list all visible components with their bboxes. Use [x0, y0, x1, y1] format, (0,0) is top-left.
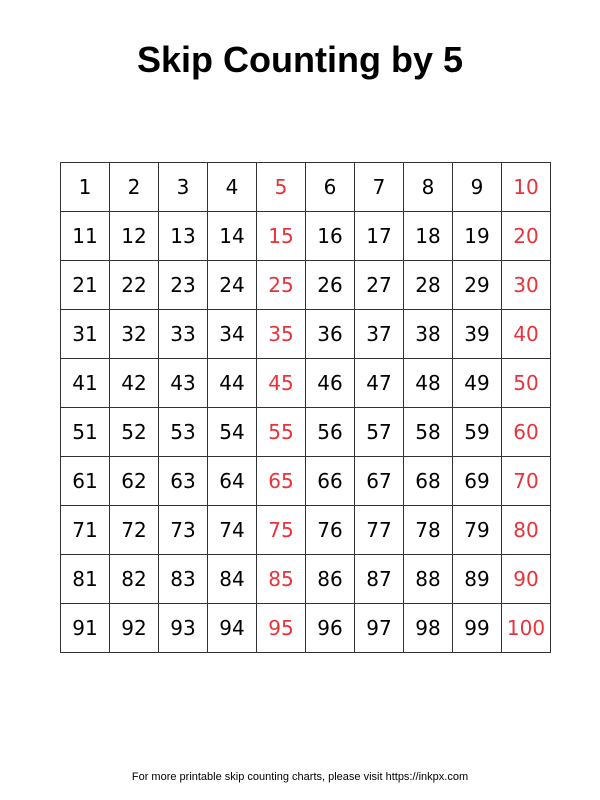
number-cell: 11 [61, 212, 110, 261]
skip-number-cell: 95 [257, 604, 306, 653]
number-cell: 77 [355, 506, 404, 555]
grid-row [61, 359, 551, 408]
number-cell: 56 [306, 408, 355, 457]
number-cell: 63 [159, 457, 208, 506]
number-cell: 7 [355, 163, 404, 212]
number-cell: 16 [306, 212, 355, 261]
number-cell: 62 [110, 457, 159, 506]
skip-number-cell: 20 [502, 212, 551, 261]
number-cell: 88 [404, 555, 453, 604]
number-cell: 53 [159, 408, 208, 457]
number-cell: 1 [61, 163, 110, 212]
number-cell: 98 [404, 604, 453, 653]
skip-number-cell: 100 [502, 604, 551, 653]
number-cell: 58 [404, 408, 453, 457]
number-cell: 44 [208, 359, 257, 408]
number-cell: 3 [159, 163, 208, 212]
number-cell: 39 [453, 310, 502, 359]
number-cell: 69 [453, 457, 502, 506]
skip-number-cell: 40 [502, 310, 551, 359]
number-cell: 41 [61, 359, 110, 408]
number-cell: 13 [159, 212, 208, 261]
grid-row [61, 212, 551, 261]
skip-number-cell: 55 [257, 408, 306, 457]
footer-note: For more printable skip counting charts, please visit https://inkpx.com [131, 771, 469, 783]
number-cell: 49 [453, 359, 502, 408]
number-cell: 71 [61, 506, 110, 555]
number-cell: 32 [110, 310, 159, 359]
grid-row [61, 555, 551, 604]
number-cell: 31 [61, 310, 110, 359]
number-cell: 52 [110, 408, 159, 457]
grid-row [61, 506, 551, 555]
number-cell: 21 [61, 261, 110, 310]
number-cell: 68 [404, 457, 453, 506]
number-cell: 29 [453, 261, 502, 310]
number-cell: 12 [110, 212, 159, 261]
number-cell: 2 [110, 163, 159, 212]
number-cell: 94 [208, 604, 257, 653]
number-cell: 18 [404, 212, 453, 261]
number-cell: 33 [159, 310, 208, 359]
grid-row [61, 408, 551, 457]
grid-row [61, 163, 551, 212]
number-cell: 61 [61, 457, 110, 506]
number-cell: 96 [306, 604, 355, 653]
number-cell: 66 [306, 457, 355, 506]
number-cell: 93 [159, 604, 208, 653]
number-cell: 78 [404, 506, 453, 555]
skip-number-cell: 15 [257, 212, 306, 261]
number-cell: 43 [159, 359, 208, 408]
number-cell: 24 [208, 261, 257, 310]
number-cell: 27 [355, 261, 404, 310]
number-cell: 34 [208, 310, 257, 359]
number-cell: 46 [306, 359, 355, 408]
number-cell: 28 [404, 261, 453, 310]
skip-number-cell: 25 [257, 261, 306, 310]
skip-number-cell: 10 [502, 163, 551, 212]
number-cell: 67 [355, 457, 404, 506]
number-cell: 14 [208, 212, 257, 261]
number-cell: 73 [159, 506, 208, 555]
number-cell: 8 [404, 163, 453, 212]
number-cell: 36 [306, 310, 355, 359]
number-cell: 42 [110, 359, 159, 408]
number-cell: 86 [306, 555, 355, 604]
skip-number-cell: 80 [502, 506, 551, 555]
number-cell: 74 [208, 506, 257, 555]
number-cell: 79 [453, 506, 502, 555]
number-grid-body [61, 163, 551, 653]
number-cell: 64 [208, 457, 257, 506]
number-cell: 17 [355, 212, 404, 261]
number-cell: 76 [306, 506, 355, 555]
skip-number-cell: 75 [257, 506, 306, 555]
number-cell: 91 [61, 604, 110, 653]
skip-number-cell: 70 [502, 457, 551, 506]
number-cell: 99 [453, 604, 502, 653]
number-cell: 26 [306, 261, 355, 310]
grid-row [61, 261, 551, 310]
number-cell: 37 [355, 310, 404, 359]
skip-number-cell: 85 [257, 555, 306, 604]
number-cell: 48 [404, 359, 453, 408]
number-cell: 51 [61, 408, 110, 457]
number-cell: 54 [208, 408, 257, 457]
number-cell: 22 [110, 261, 159, 310]
number-chart [60, 162, 546, 642]
skip-number-cell: 5 [257, 163, 306, 212]
skip-number-cell: 65 [257, 457, 306, 506]
number-cell: 23 [159, 261, 208, 310]
number-cell: 6 [306, 163, 355, 212]
page-title: Skip Counting by 5 [136, 39, 463, 80]
skip-number-cell: 45 [257, 359, 306, 408]
grid-row [61, 310, 551, 359]
number-cell: 83 [159, 555, 208, 604]
skip-number-cell: 60 [502, 408, 551, 457]
number-cell: 92 [110, 604, 159, 653]
skip-number-cell: 30 [502, 261, 551, 310]
number-cell: 59 [453, 408, 502, 457]
number-cell: 4 [208, 163, 257, 212]
skip-number-cell: 90 [502, 555, 551, 604]
number-cell: 47 [355, 359, 404, 408]
number-cell: 38 [404, 310, 453, 359]
number-cell: 87 [355, 555, 404, 604]
number-grid-table [60, 162, 551, 653]
number-cell: 89 [453, 555, 502, 604]
number-cell: 9 [453, 163, 502, 212]
number-cell: 57 [355, 408, 404, 457]
number-cell: 72 [110, 506, 159, 555]
number-cell: 84 [208, 555, 257, 604]
skip-number-cell: 35 [257, 310, 306, 359]
number-cell: 97 [355, 604, 404, 653]
number-cell: 82 [110, 555, 159, 604]
number-cell: 19 [453, 212, 502, 261]
grid-row [61, 457, 551, 506]
grid-row [61, 604, 551, 653]
number-cell: 81 [61, 555, 110, 604]
skip-number-cell: 50 [502, 359, 551, 408]
